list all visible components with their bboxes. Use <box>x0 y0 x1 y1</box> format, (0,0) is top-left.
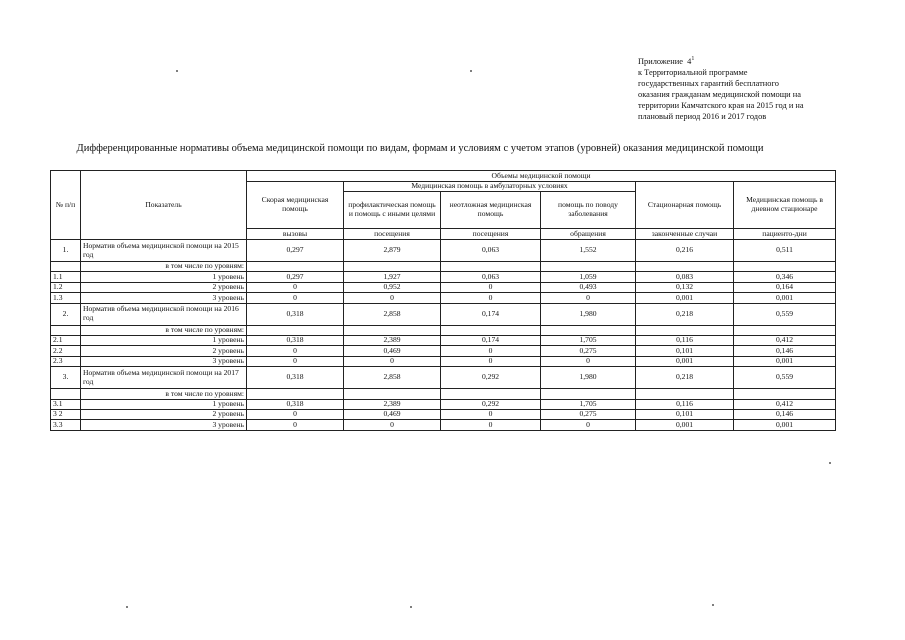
value-cell <box>541 389 636 399</box>
value-cell: 2,879 <box>344 240 441 262</box>
row-num: 1.2 <box>51 282 81 292</box>
value-cell: 0,511 <box>734 240 836 262</box>
value-cell: 1,059 <box>541 272 636 282</box>
value-cell: 0,063 <box>441 240 541 262</box>
value-cell: 0,146 <box>734 409 836 419</box>
value-cell: 0,001 <box>636 420 734 430</box>
unit-cell: посещения <box>344 229 441 240</box>
value-cell: 2,858 <box>344 367 441 389</box>
appendix-title-line <box>638 56 838 67</box>
row-num <box>51 262 81 272</box>
table-row <box>51 420 836 430</box>
value-cell: 0,116 <box>636 335 734 345</box>
value-cell: 0,164 <box>734 282 836 292</box>
table-row <box>51 356 836 366</box>
table-row <box>51 399 836 409</box>
table-row <box>51 303 836 325</box>
value-cell: 0 <box>344 420 441 430</box>
value-cell: 1,705 <box>541 399 636 409</box>
row-label: в том числе по уровням: <box>81 389 247 399</box>
value-cell <box>441 262 541 272</box>
value-cell: 0,559 <box>734 303 836 325</box>
value-cell: 1,552 <box>541 240 636 262</box>
value-cell: 0 <box>441 282 541 292</box>
value-cell: 0 <box>344 293 441 303</box>
value-cell <box>344 325 441 335</box>
row-label: Норматив объема медицинской помощи на 2015 год <box>81 240 247 262</box>
header-col-urgent: неотложная медицинская помощь <box>441 192 541 229</box>
row-num: 1.3 <box>51 293 81 303</box>
value-cell: 0,297 <box>247 272 344 282</box>
value-cell: 0,559 <box>734 367 836 389</box>
value-cell: 0,001 <box>734 420 836 430</box>
value-cell: 0 <box>247 282 344 292</box>
value-cell: 2,858 <box>344 303 441 325</box>
appendix-line-2: государственных гарантий бесплатного <box>638 79 779 88</box>
value-cell <box>636 389 734 399</box>
value-cell <box>344 389 441 399</box>
appendix-line-5: плановый период 2016 и 2017 годов <box>638 112 767 121</box>
header-volumes: Объемы медицинской помощи <box>247 171 836 182</box>
value-cell: 0 <box>247 293 344 303</box>
row-label: 2 уровень <box>81 409 247 419</box>
row-num: 3 2 <box>51 409 81 419</box>
appendix-block <box>638 56 838 122</box>
appendix-line-4: территории Камчатского края на 2015 год и на <box>638 101 804 110</box>
scan-speck <box>712 604 714 606</box>
table-row <box>51 282 836 292</box>
value-cell <box>541 262 636 272</box>
scan-speck <box>410 606 412 608</box>
value-cell: 0,412 <box>734 335 836 345</box>
value-cell: 0,174 <box>441 335 541 345</box>
row-label: 1 уровень <box>81 272 247 282</box>
table-header <box>51 171 836 240</box>
row-num: 3. <box>51 367 81 389</box>
row-label: в том числе по уровням: <box>81 325 247 335</box>
norms-table <box>50 170 836 431</box>
document-title: Дифференцированные нормативы объема медицинской помощи по видам, формам и условиям с учетом этапов (уровней) оказания медицинской помощи <box>76 143 764 154</box>
value-cell: 0,469 <box>344 346 441 356</box>
header-indicator: Показатель <box>81 171 247 240</box>
row-label: 3 уровень <box>81 420 247 430</box>
table-row <box>51 346 836 356</box>
value-cell: 0,412 <box>734 399 836 409</box>
unit-cell: пациенто-дни <box>734 229 836 240</box>
header-num: № п/п <box>51 171 81 240</box>
value-cell: 0,297 <box>247 240 344 262</box>
table-row <box>51 409 836 419</box>
appendix-line-3: оказания гражданам медицинской помощи на <box>638 90 801 99</box>
unit-cell: вызовы <box>247 229 344 240</box>
value-cell: 0,101 <box>636 346 734 356</box>
value-cell <box>636 262 734 272</box>
header-col-disease: помощь по поводу заболевания <box>541 192 636 229</box>
appendix-title: Приложение <box>638 57 683 66</box>
value-cell: 0,493 <box>541 282 636 292</box>
table-row <box>51 325 836 335</box>
value-cell: 0 <box>441 356 541 366</box>
value-cell: 0 <box>247 409 344 419</box>
value-cell: 0,218 <box>636 367 734 389</box>
value-cell: 0 <box>247 346 344 356</box>
scan-speck <box>470 70 472 72</box>
row-num: 2. <box>51 303 81 325</box>
header-col-inpatient: Стационарная помощь <box>636 182 734 229</box>
value-cell: 0 <box>247 420 344 430</box>
row-label: 3 уровень <box>81 356 247 366</box>
row-label: Норматив объема медицинской помощи на 2016 год <box>81 303 247 325</box>
value-cell: 0,116 <box>636 399 734 409</box>
row-num: 2.2 <box>51 346 81 356</box>
header-outpatient: Медицинская помощь в амбулаторных условиях <box>344 182 636 192</box>
row-label: 1 уровень <box>81 335 247 345</box>
value-cell: 0,218 <box>636 303 734 325</box>
value-cell: 0,346 <box>734 272 836 282</box>
scan-speck <box>126 606 128 608</box>
value-cell: 0,318 <box>247 399 344 409</box>
scan-speck <box>829 462 831 464</box>
row-label: 3 уровень <box>81 293 247 303</box>
value-cell: 2,389 <box>344 335 441 345</box>
row-num: 1. <box>51 240 81 262</box>
header-col-day-hospital: Медицинская помощь в дневном стационаре <box>734 182 836 229</box>
value-cell: 0 <box>541 420 636 430</box>
value-cell: 1,980 <box>541 303 636 325</box>
table-body <box>51 240 836 431</box>
value-cell: 0,292 <box>441 367 541 389</box>
value-cell <box>247 389 344 399</box>
value-cell: 0,132 <box>636 282 734 292</box>
row-num <box>51 389 81 399</box>
value-cell: 0 <box>441 420 541 430</box>
value-cell <box>541 325 636 335</box>
value-cell: 0 <box>441 409 541 419</box>
scan-speck <box>176 70 178 72</box>
value-cell: 0,318 <box>247 303 344 325</box>
value-cell: 0,174 <box>441 303 541 325</box>
value-cell: 0,001 <box>734 293 836 303</box>
value-cell <box>636 325 734 335</box>
table-row <box>51 262 836 272</box>
row-num: 3.1 <box>51 399 81 409</box>
value-cell <box>441 389 541 399</box>
row-num: 2.3 <box>51 356 81 366</box>
value-cell: 0 <box>541 293 636 303</box>
header-col-preventive: профилактическая помощь и помощь с иными целями <box>344 192 441 229</box>
value-cell <box>441 325 541 335</box>
table-row <box>51 293 836 303</box>
value-cell <box>247 325 344 335</box>
row-num <box>51 325 81 335</box>
row-num: 2.1 <box>51 335 81 345</box>
value-cell: 0,063 <box>441 272 541 282</box>
value-cell: 0,216 <box>636 240 734 262</box>
value-cell: 0,952 <box>344 282 441 292</box>
appendix-number: 4 <box>687 57 692 66</box>
unit-cell: обращения <box>541 229 636 240</box>
value-cell <box>734 262 836 272</box>
row-label: Норматив объема медицинской помощи на 2017 год <box>81 367 247 389</box>
value-cell: 0,101 <box>636 409 734 419</box>
unit-cell: законченные случаи <box>636 229 734 240</box>
appendix-line-1: к Территориальной программе <box>638 68 748 77</box>
row-num: 1.1 <box>51 272 81 282</box>
value-cell: 0,318 <box>247 335 344 345</box>
value-cell <box>247 262 344 272</box>
table-row <box>51 389 836 399</box>
appendix-superscript: 1 <box>691 56 695 62</box>
table-row <box>51 240 836 262</box>
value-cell: 1,705 <box>541 335 636 345</box>
table-row <box>51 272 836 282</box>
row-label: 2 уровень <box>81 282 247 292</box>
value-cell: 0 <box>441 293 541 303</box>
value-cell: 0 <box>541 356 636 366</box>
value-cell: 0,275 <box>541 409 636 419</box>
value-cell: 1,980 <box>541 367 636 389</box>
row-num: 3.3 <box>51 420 81 430</box>
row-label: 1 уровень <box>81 399 247 409</box>
value-cell: 0 <box>247 356 344 366</box>
value-cell: 0,318 <box>247 367 344 389</box>
value-cell: 2,389 <box>344 399 441 409</box>
value-cell: 0,469 <box>344 409 441 419</box>
table-row <box>51 335 836 345</box>
value-cell: 0,083 <box>636 272 734 282</box>
value-cell: 0,292 <box>441 399 541 409</box>
value-cell: 0,146 <box>734 346 836 356</box>
value-cell <box>734 325 836 335</box>
value-cell: 1,927 <box>344 272 441 282</box>
header-col-ambulance: Скорая медицинская помощь <box>247 182 344 229</box>
unit-cell: посещения <box>441 229 541 240</box>
row-label: в том числе по уровням: <box>81 262 247 272</box>
value-cell: 0,275 <box>541 346 636 356</box>
value-cell: 0,001 <box>636 293 734 303</box>
table-row <box>51 367 836 389</box>
value-cell <box>344 262 441 272</box>
value-cell: 0 <box>441 346 541 356</box>
value-cell: 0 <box>344 356 441 366</box>
row-label: 2 уровень <box>81 346 247 356</box>
value-cell: 0,001 <box>636 356 734 366</box>
value-cell <box>734 389 836 399</box>
value-cell: 0,001 <box>734 356 836 366</box>
